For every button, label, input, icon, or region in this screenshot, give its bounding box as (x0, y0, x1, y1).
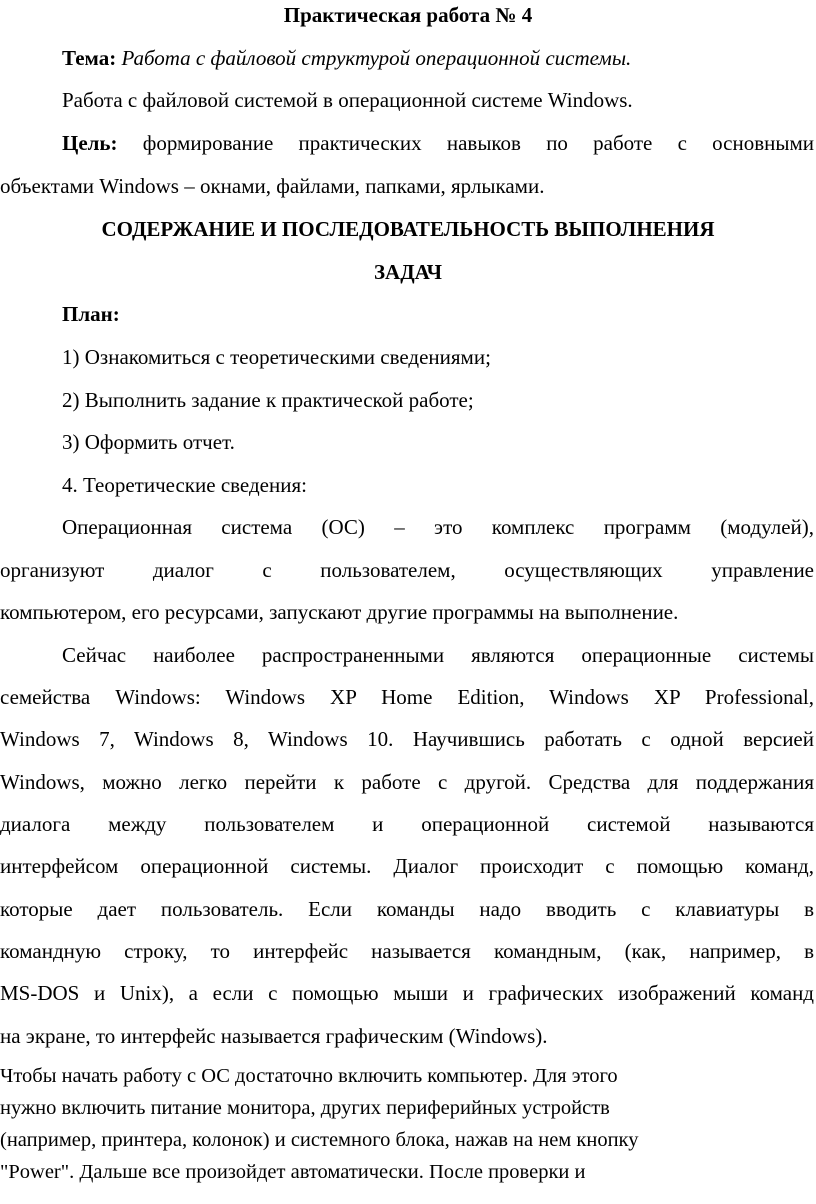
topic-line (62, 45, 631, 71)
topic-text: Работа с файловой структурой операционной системы. (121, 46, 632, 70)
paragraph2-line-5: диалога между пользователем и операционной системой называются (0, 812, 814, 836)
plan-item-4: 4. Теоретические сведения: (62, 473, 307, 497)
plan-item-1: 1) Ознакомиться с теоретическими сведениями; (62, 345, 491, 369)
goal-label: Цель: (62, 131, 118, 155)
plan-label: План: (62, 302, 120, 326)
goal-line-2: объектами Windows – окнами, файлами, папками, ярлыками. (0, 174, 545, 198)
paragraph2-line-1: Сейчас наиболее распространенными являются операционные системы (62, 643, 814, 667)
subtitle: Работа с файловой системой в операционной системе Windows. (62, 88, 633, 112)
paragraph2-line-9: MS-DOS и Unix), а если с помощью мыши и графических изображений команд (0, 981, 814, 1005)
paragraph2-line-8: командную строку, то интерфейс называется командным, (как, например, в (0, 939, 814, 963)
paragraph1-line-3: компьютером, его ресурсами, запускают другие программы на выполнение. (0, 600, 679, 624)
section-heading-line-1: СОДЕРЖАНИЕ И ПОСЛЕДОВАТЕЛЬНОСТЬ ВЫПОЛНЕНИЯ (101, 217, 715, 241)
goal-text-1: формирование практических навыков по работе с основными (142, 131, 814, 155)
paragraph2-line-4: Windows, можно легко перейти к работе с другой. Средства для поддержания (0, 770, 814, 794)
plan-item-3: 3) Оформить отчет. (62, 430, 235, 454)
paragraph3-line-4: "Power". Дальше все произойдет автоматически. После проверки и (0, 1161, 586, 1183)
section-heading-line-2: ЗАДАЧ (373, 260, 443, 284)
paragraph2-line-3: Windows 7, Windows 8, Windows 10. Научившись работать с одной версией (0, 727, 814, 751)
paragraph3-line-2: нужно включить питание монитора, других периферийных устройств (0, 1097, 610, 1119)
topic-label: Тема: (62, 46, 117, 70)
paragraph2-line-7: которые дает пользователь. Если команды надо вводить с клавиатуры в (0, 897, 814, 921)
paragraph3-line-1: Чтобы начать работу с ОС достаточно включить компьютер. Для этого (0, 1065, 618, 1087)
goal-line-1 (62, 130, 814, 156)
paragraph1-line-1: Операционная система (ОС) – это комплекс программ (модулей), (62, 515, 814, 539)
paragraph2-line-10: на экране, то интерфейс называется графическим (Windows). (0, 1024, 548, 1048)
paragraph1-line-2: организуют диалог с пользователем, осуществляющих управление (0, 558, 814, 582)
paragraph2-line-2: семейства Windows: Windows XP Home Edition, Windows XP Professional, (0, 685, 814, 709)
paragraph3-line-3: (например, принтера, колонок) и системного блока, нажав на нем кнопку (0, 1129, 639, 1151)
plan-item-2: 2) Выполнить задание к практической работе; (62, 388, 474, 412)
document-title: Практическая работа № 4 (283, 3, 533, 27)
paragraph2-line-6: интерфейсом операционной системы. Диалог происходит с помощью команд, (0, 854, 814, 878)
